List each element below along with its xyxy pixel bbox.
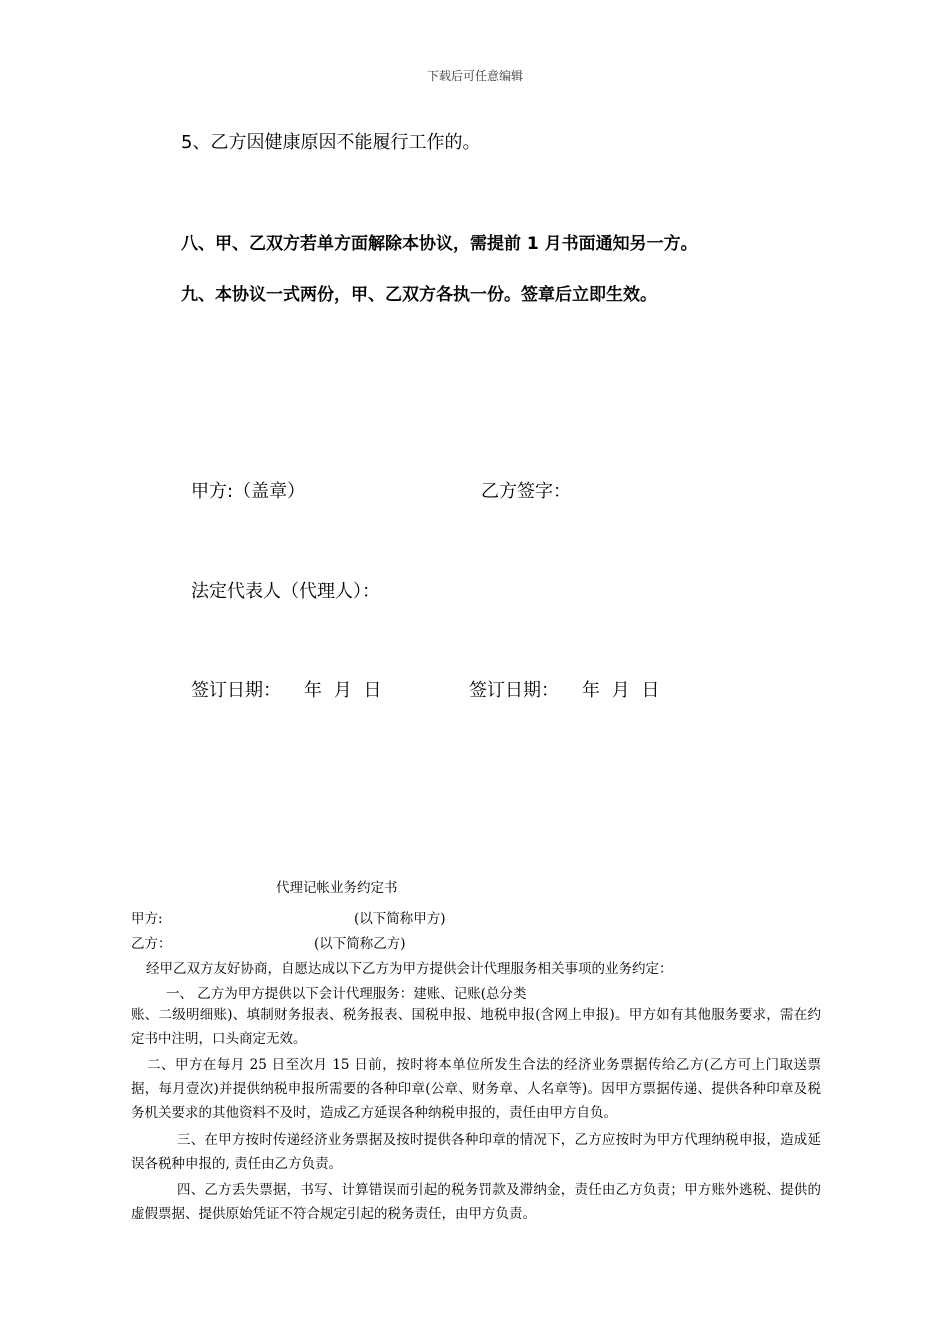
clause-8: 八、甲、乙双方若单方面解除本协议，需提前 1 月书面通知另一方。 [181, 234, 698, 254]
agreement-title: 代理记帐业务约定书 [276, 880, 398, 896]
clause-4: 四、乙方丢失票据，书写、计算错误而引起的税务罚款及滞纳金，责任由乙方负责；甲方账外逃税、提供的虚假票据、提供原始凭证不符合规定引起的税务责任，由甲方负责。 [131, 1182, 821, 1222]
party-a-note: (以下简称甲方) [354, 911, 446, 927]
agreement-intro: 经甲乙双方友好协商，自愿达成以下乙方为甲方提供会计代理服务相关事项的业务约定： [146, 961, 673, 977]
page-header: 下载后可任意编辑 [426, 69, 523, 83]
sign-date-ymd-a: 年 月 日 [304, 680, 382, 701]
sign-date-ymd-b: 年 月 日 [582, 680, 660, 701]
item-5: 5、乙方因健康原因不能履行工作的。 [181, 132, 481, 153]
clause-1-line-1: 一、 乙方为甲方提供以下会计代理服务：建账、记账(总分类 [166, 986, 527, 1002]
clause-9: 九、本协议一式两份，甲、乙双方各执一份。签章后立即生效。 [181, 285, 657, 305]
clause-2: 二、甲方在每月 25 日至次月 15 日前，按时将本单位所发生合法的经济业务票据传给乙方(乙方可上门取送票据，每月壹次)并提供纳税申报所需要的各种印章(公章、财务章、人名章等)。因甲方票据传递、提供各种印章及税务机关要求的其他资料不及时，造成乙方延误各种纳税申报的，责任由甲方自负。 [131, 1057, 821, 1121]
clause-3: 三、在甲方按时传递经济业务票据及按时提供各种印章的情况下，乙方应按时为甲方代理纳税申报，造成延误各税种申报的, 责任由乙方负责。 [131, 1132, 821, 1172]
party-a-label: 甲方: [131, 911, 163, 927]
sign-date-label-b: 签订日期： [469, 680, 559, 701]
sign-date-label-a: 签订日期： [191, 680, 281, 701]
legal-representative: 法定代表人（代理人）： [191, 581, 380, 602]
party-b-note: (以下简称乙方) [314, 936, 406, 952]
party-a-seal: 甲方:（盖章） [191, 481, 306, 502]
party-b-label: 乙方： [131, 936, 172, 952]
party-b-signature: 乙方签字： [481, 481, 571, 502]
clause-1-rest: 账、二级明细账)、填制财务报表、税务报表、国税申报、地税申报(含网上申报)。甲方如有其他服务要求，需在约定书中注明，口头商定无效。 [131, 1007, 821, 1047]
